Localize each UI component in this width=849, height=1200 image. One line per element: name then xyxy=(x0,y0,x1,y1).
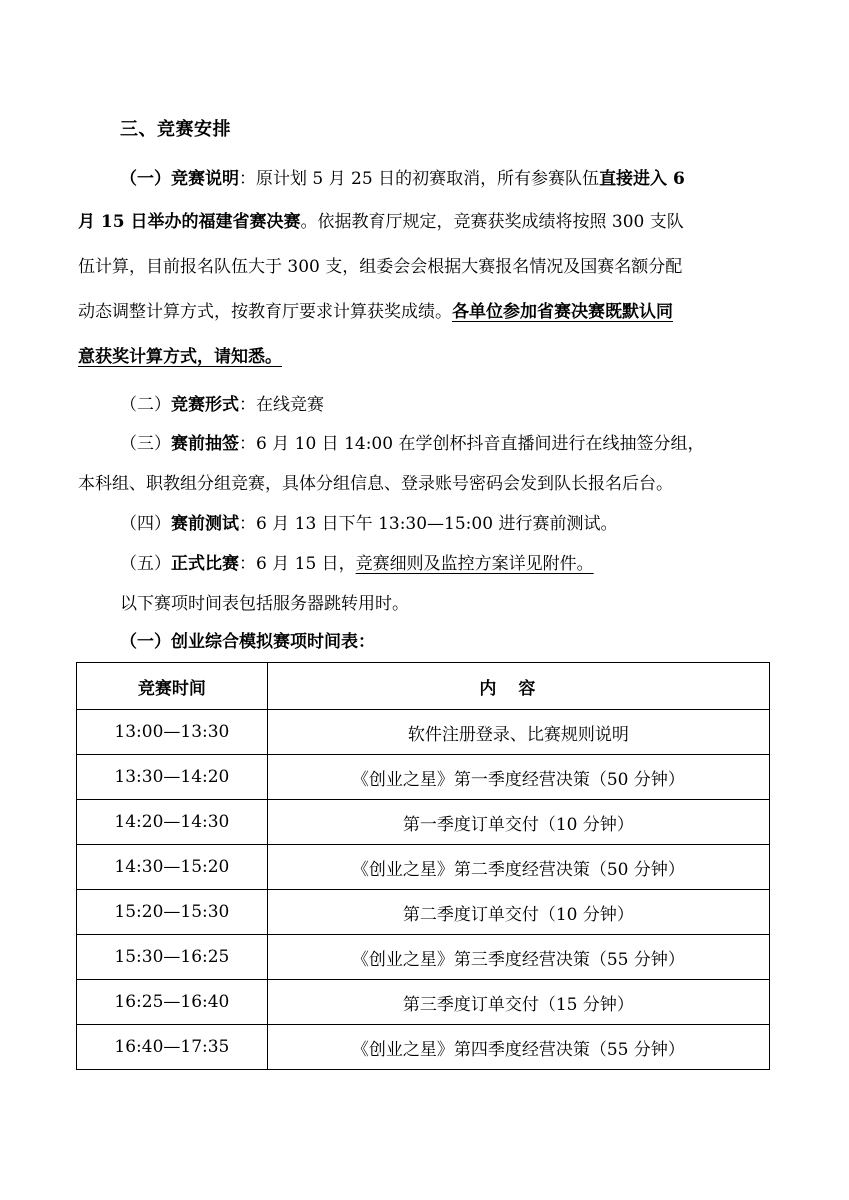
table-cell-time: 13:30—14:20 xyxy=(77,755,268,800)
table-cell-time: 16:25—16:40 xyxy=(77,980,268,1025)
table-row xyxy=(77,1025,770,1070)
table-cell-content: 第二季度订单交付（10 分钟） xyxy=(267,890,769,935)
competition-description-text: 原计划 5 月 25 日的初赛取消，所有参赛队伍 xyxy=(256,169,600,189)
competition-description-line-3: 伍计算，目前报名队伍大于 300 支，组委会会根据大赛报名情况及国赛名额分配 xyxy=(78,257,683,277)
section-title: 三、竞赛安排 xyxy=(120,119,231,140)
competition-description-notice: 各单位参加省赛决赛既默认同 xyxy=(452,302,673,322)
pre-test-text: ：6 月 13 日下午 13:30—15:00 进行赛前测试。 xyxy=(239,514,618,534)
pre-draw-line-2: 本科组、职教组分组竞赛，具体分组信息、登录账号密码会发到队长报名后台。 xyxy=(78,474,673,494)
table-row xyxy=(77,755,770,800)
competition-description-line-1: （一）竞赛说明：原计划 5 月 25 日的初赛取消，所有参赛队伍直接进入 6 xyxy=(120,169,685,189)
competition-description-label: （一）竞赛说明 xyxy=(120,169,239,189)
table-cell-content: 第一季度订单交付（10 分钟） xyxy=(267,800,769,845)
schedule-table xyxy=(76,662,770,1070)
table-cell-time: 15:30—16:25 xyxy=(77,935,268,980)
competition-format-text: ：在线竞赛 xyxy=(239,395,324,415)
pre-draw-line-1: （三）赛前抽签：6 月 10 日 14:00 在学创杯抖音直播间进行在线抽签分组， xyxy=(120,434,705,454)
competition-description-emphasis: 直接进入 6 xyxy=(599,169,685,189)
pre-test: （四）赛前测试：6 月 13 日下午 13:30—15:00 进行赛前测试。 xyxy=(120,514,618,534)
pre-test-label: 赛前测试 xyxy=(171,514,239,534)
table-cell-time: 14:30—15:20 xyxy=(77,845,268,890)
table-cell-time: 14:20—14:30 xyxy=(77,800,268,845)
column-header-time: 竞赛时间 xyxy=(77,663,268,710)
table-header-row xyxy=(77,663,770,710)
table-cell-time: 16:40—17:35 xyxy=(77,1025,268,1070)
table-row xyxy=(77,980,770,1025)
official-competition-text: ：6 月 15 日， xyxy=(239,554,356,574)
table-cell-content: 《创业之星》第三季度经营决策（55 分钟） xyxy=(267,935,769,980)
official-competition-label: 正式比赛 xyxy=(171,554,239,574)
table-cell-content: 软件注册登录、比赛规则说明 xyxy=(267,710,769,755)
schedule-table-title: （一）创业综合模拟赛项时间表： xyxy=(120,632,375,652)
competition-description-line-4 xyxy=(78,301,673,323)
competition-description-text: 。依据教育厅规定，竞赛获奖成绩将按照 300 支队 xyxy=(300,212,684,232)
competition-format-label: 竞赛形式 xyxy=(171,395,239,415)
pre-draw-text: ：6 月 10 日 14:00 在学创杯抖音直播间进行在线抽签分组， xyxy=(239,434,705,454)
competition-description-notice: 意获奖计算方式，请知悉。 xyxy=(78,347,282,367)
pre-draw-label: 赛前抽签 xyxy=(171,434,239,454)
column-header-content: 内容 xyxy=(267,663,769,710)
table-cell-time: 15:20—15:30 xyxy=(77,890,268,935)
competition-format: （二）竞赛形式：在线竞赛 xyxy=(120,395,324,415)
schedule-note: 以下赛项时间表包括服务器跳转用时。 xyxy=(120,594,409,614)
table-row xyxy=(77,845,770,890)
table-cell-content: 第三季度订单交付（15 分钟） xyxy=(267,980,769,1025)
table-cell-content: 《创业之星》第四季度经营决策（55 分钟） xyxy=(267,1025,769,1070)
table-row xyxy=(77,935,770,980)
table-cell-time: 13:00—13:30 xyxy=(77,710,268,755)
competition-description-emphasis: 月 15 日举办的福建省赛决赛 xyxy=(78,212,301,232)
official-competition: （五）正式比赛：6 月 15 日，竞赛细则及监控方案详见附件。 xyxy=(120,554,594,574)
table-row xyxy=(77,800,770,845)
competition-description-text: 动态调整计算方式，按教育厅要求计算获奖成绩。 xyxy=(78,302,452,322)
table-cell-content: 《创业之星》第一季度经营决策（50 分钟） xyxy=(267,755,769,800)
competition-description-line-2 xyxy=(78,211,684,233)
table-cell-content: 《创业之星》第二季度经营决策（50 分钟） xyxy=(267,845,769,890)
appendix-reference: 竞赛细则及监控方案详见附件。 xyxy=(355,554,594,574)
table-row xyxy=(77,710,770,755)
table-row xyxy=(77,890,770,935)
competition-description-line-5 xyxy=(78,346,282,368)
